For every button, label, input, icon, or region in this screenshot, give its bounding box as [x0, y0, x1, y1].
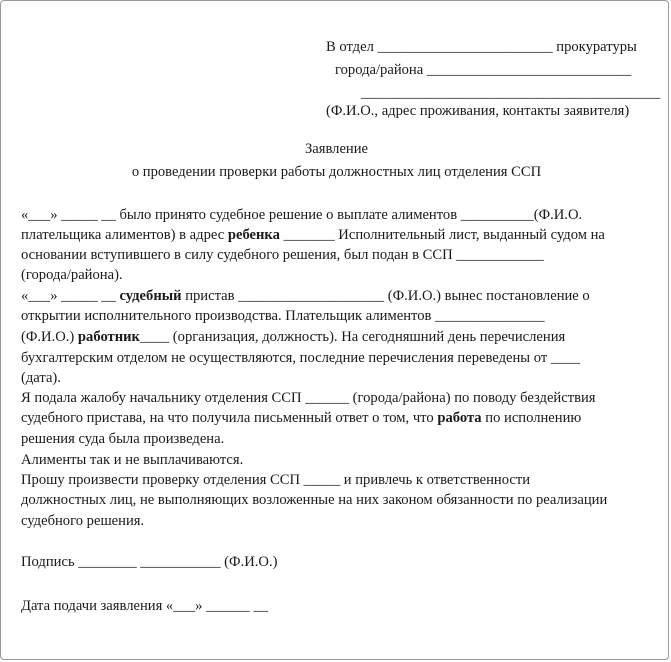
- body-line: «___» _____ __ было принято судебное решение о выплате алиментов __________(Ф.И.О.: [21, 207, 583, 223]
- body-bold-word: работа: [437, 410, 482, 426]
- body-text: пристав ____________________ (Ф.И.О.) вынес постановление о: [181, 288, 590, 304]
- body-line: Алименты так и не выплачиваются.: [21, 452, 244, 468]
- body-line: Я подала жалобу начальнику отделения ССП ______ (города/района) по поводу бездействия: [21, 390, 596, 406]
- header-applicant-caption: (Ф.И.О., адрес проживания, контакты заявителя): [326, 103, 630, 119]
- body-text: «___» _____ __: [21, 288, 120, 304]
- body-line: бухгалтерским отделом не осуществляются, последние перечисления переведены от ____: [21, 350, 581, 366]
- body-line: [21, 287, 590, 305]
- body-line: должностных лиц, не выполняющих возложенные на них законом обязанности по реализации: [21, 492, 608, 508]
- body-line: решения суда была произведена.: [21, 431, 225, 447]
- body-bold-word: ребенка: [227, 227, 280, 243]
- body-line: [21, 409, 581, 427]
- body-text: по исполнению: [481, 410, 582, 426]
- document-subtitle: о проведении проверки работы должностных лиц отделения ССП: [131, 164, 542, 180]
- body-line: основании вступившего в силу судебного решения, был подан в ССП ____________: [21, 247, 544, 263]
- header-blank-line: _________________________________________: [361, 85, 661, 101]
- body-line: судебного решения.: [21, 513, 145, 529]
- body-text: (Ф.И.О.): [21, 329, 78, 345]
- body-line: [21, 328, 565, 346]
- header-addressee-line: В отдел ________________________ прокуратуры: [326, 39, 637, 55]
- signature-line: Подпись ________ ___________ (Ф.И.О.): [21, 554, 278, 570]
- body-bold-word: работник: [77, 329, 140, 345]
- body-line: (города/района).: [21, 267, 123, 283]
- body-text: _______ Исполнительный лист, выданный судом на: [279, 227, 605, 243]
- body-text: плательщика алиментов) в адрес: [21, 227, 228, 243]
- body-text: судебного пристава, на что получила письменный ответ о том, что: [21, 410, 438, 426]
- header-city-line: города/района ____________________________: [335, 62, 632, 78]
- body-line: [21, 226, 605, 244]
- body-line: открытии исполнительного производства. Плательщик алиментов _______________: [21, 308, 545, 324]
- body-line: (дата).: [21, 370, 61, 386]
- body-line: Прошу произвести проверку отделения ССП _____ и привлечь к ответственности: [21, 472, 531, 488]
- body-bold-word: судебный: [119, 288, 182, 304]
- body-text: ____ (организация, должность). На сегодняшний день перечисления: [139, 329, 566, 345]
- document-title: Заявление: [304, 141, 369, 157]
- date-line: Дата подачи заявления «___» ______ __: [21, 598, 269, 614]
